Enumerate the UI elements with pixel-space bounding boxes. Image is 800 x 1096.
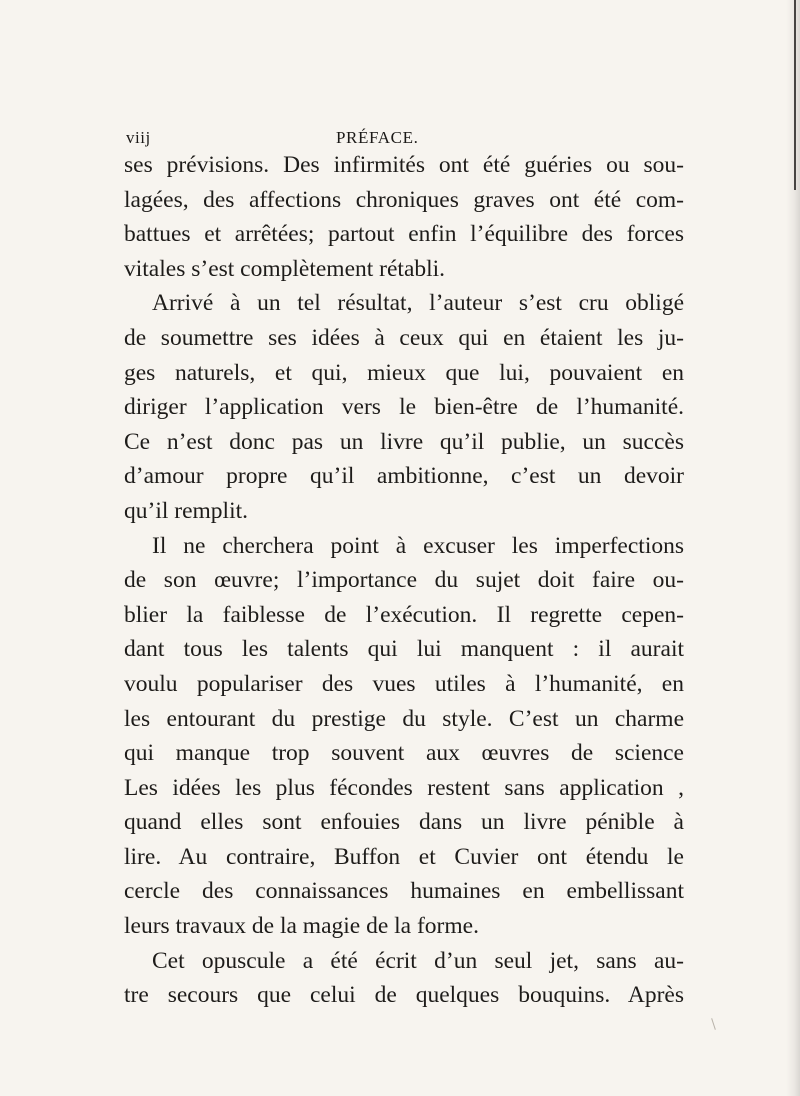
text-line: cercle des connaissances humaines en embellissant xyxy=(124,878,684,905)
text-line: diriger l’application vers le bien-être de l’humanité. xyxy=(124,394,684,421)
text-line: ses prévisions. Des infirmités ont été guéries ou sou- xyxy=(124,152,684,178)
text-line: tre secours que celui de quelques bouquins. Après xyxy=(124,982,684,1009)
body-text xyxy=(124,148,684,1013)
text-line: voulu populariser des vues utiles à l’humanité, en xyxy=(124,670,684,697)
text-line: ges naturels, et qui, mieux que lui, pouvaient en xyxy=(124,359,684,386)
text-line: qui manque trop souvent aux œuvres de science xyxy=(124,740,684,767)
paragraph-start-line: Il ne cherchera point à excuser les imperfections xyxy=(152,532,684,559)
text-line: Ce n’est donc pas un livre qu’il publie, un succès xyxy=(124,428,684,455)
page-edge-shadow xyxy=(786,0,800,1096)
text-line: leurs travaux de la magie de la forme. xyxy=(124,913,479,940)
text-line: d’amour propre qu’il ambitionne, c’est un devoir xyxy=(124,463,684,490)
paragraph-start-line: Cet opuscule a été écrit d’un seul jet, sans au- xyxy=(152,947,684,974)
text-line: les entourant du prestige du style. C’est un charme xyxy=(124,705,684,732)
text-line: battues et arrêtées; partout enfin l’équilibre des forces xyxy=(124,221,684,248)
text-line: Les idées les plus fécondes restent sans application , xyxy=(124,774,684,801)
page-edge-line xyxy=(794,0,796,190)
text-line: lire. Au contraire, Buffon et Cuvier ont étendu le xyxy=(124,843,684,870)
text-line: de soumettre ses idées à ceux qui en étaient les ju- xyxy=(124,324,684,351)
text-line: de son œuvre; l’importance du sujet doit faire ou- xyxy=(124,567,684,594)
paper-speck xyxy=(711,1018,716,1030)
text-line: lagées, des affections chroniques graves ont été com- xyxy=(124,186,684,213)
text-line: dant tous les talents qui lui manquent : il aurait xyxy=(124,636,684,663)
section-title: PRÉFACE. xyxy=(336,128,419,147)
text-line: qu’il remplit. xyxy=(124,497,249,524)
text-line: quand elles sont enfouies dans un livre pénible à xyxy=(124,809,684,836)
paragraph-start-line: Arrivé à un tel résultat, l’auteur s’est cru obligé xyxy=(152,290,684,317)
page-number: viij xyxy=(126,128,151,147)
text-line: blier la faiblesse de l’exécution. Il regrette cepen- xyxy=(124,601,684,628)
text-line: vitales s’est complètement rétabli. xyxy=(124,255,446,282)
